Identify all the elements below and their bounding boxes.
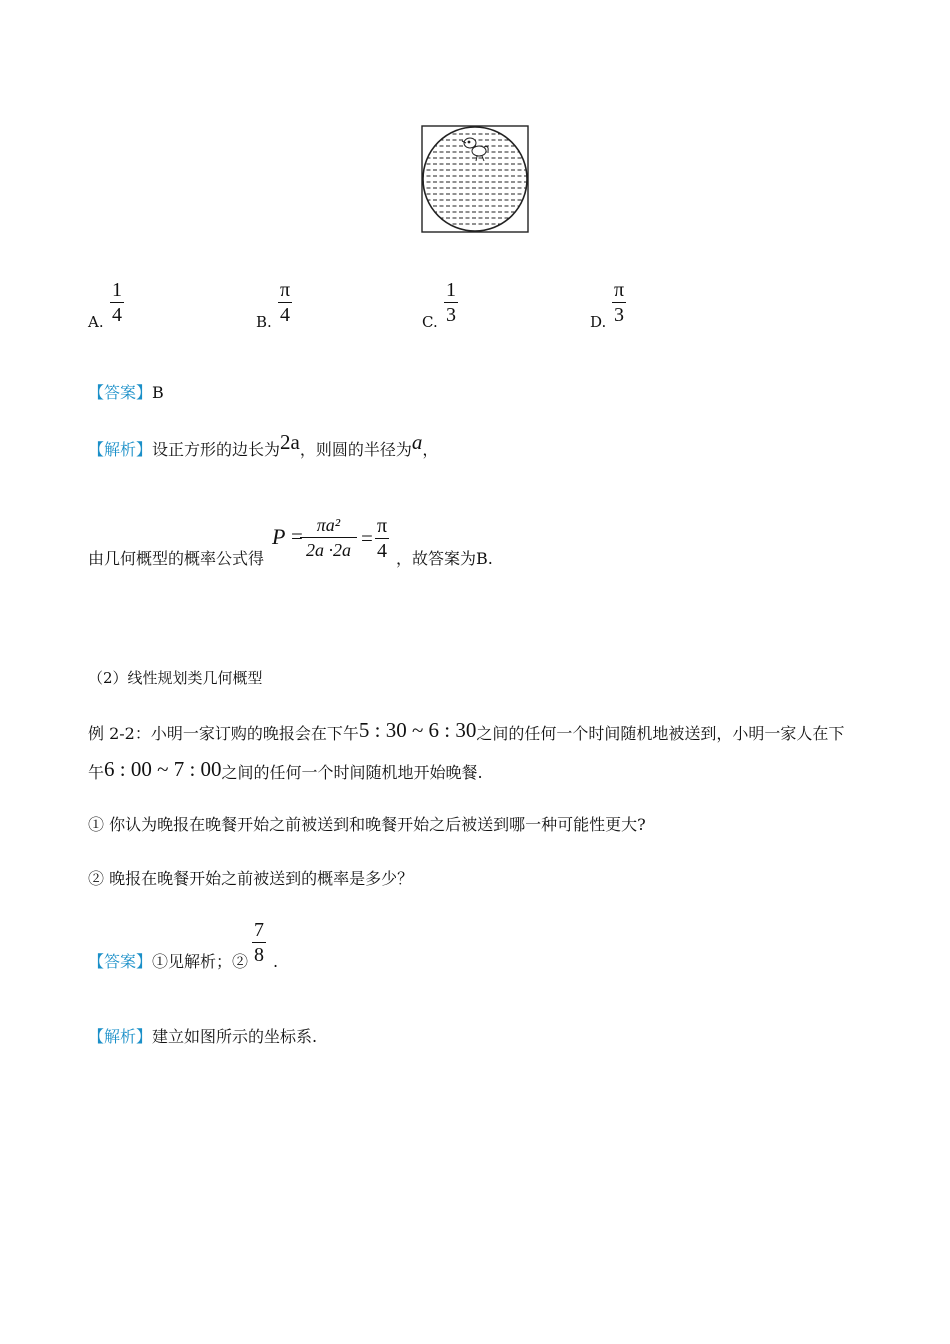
question-1: ① 你认为晚报在晚餐开始之前被送到和晚餐开始之后被送到哪一种可能性更大?	[88, 815, 646, 834]
answer2-text: ①见解析；②	[152, 952, 249, 971]
example-text-1b: 之间的任何一个时间随机地被送到，小明一家人在下	[476, 724, 845, 743]
analysis2-text: 建立如图所示的坐标系.	[152, 1027, 318, 1046]
option-c-denominator: 3	[446, 304, 456, 326]
formula-result-numerator: π	[377, 515, 388, 537]
formula-numerator: πa²	[316, 515, 341, 535]
option-b-label: B.	[256, 313, 272, 331]
option-d-denominator: 3	[614, 304, 625, 326]
option-c-label: C.	[422, 313, 438, 331]
option-d-label: D.	[590, 313, 607, 331]
option-c-fraction	[444, 278, 458, 327]
formula-result-denominator: 4	[377, 540, 388, 562]
dinner-time-range: 6 : 00 ~ 7 : 00	[104, 757, 222, 781]
option-b-fraction	[278, 278, 292, 327]
circle-in-square-figure	[420, 124, 532, 236]
formula-equals-1: =	[291, 524, 303, 548]
answer2-tag: 【答案】	[88, 952, 153, 971]
example-text-2a: 午	[88, 763, 105, 782]
question-2: ② 晚报在晚餐开始之前被送到的概率是多少？	[88, 869, 414, 888]
option-b-denominator: 4	[280, 304, 291, 326]
analysis-text-3: ，	[422, 440, 439, 459]
formula-lead-text: 由几何概型的概率公式得	[88, 549, 265, 568]
option-a-numerator: 1	[112, 279, 122, 301]
analysis-text-1: 设正方形的边长为	[152, 440, 281, 459]
option-c-numerator: 1	[446, 279, 456, 301]
formula-denominator: 2a ·2a	[306, 540, 351, 560]
answer2-fraction	[252, 918, 266, 967]
example-line-2	[88, 757, 483, 783]
analysis-tag: 【解析】	[88, 440, 153, 459]
answer-tag: 【答案】	[88, 383, 153, 402]
analysis-line-2	[88, 1027, 317, 1047]
side-length-math: 2a	[280, 430, 300, 454]
formula-tail-text: ，故答案为B.	[396, 549, 493, 568]
option-a-denominator: 4	[112, 304, 122, 326]
option-a-label: A.	[88, 313, 104, 331]
answer-value: B	[152, 383, 164, 402]
section-heading: （2）线性规划类几何概型	[88, 669, 263, 687]
formula-fraction-result	[375, 514, 389, 563]
analysis-line-1	[88, 430, 439, 460]
answer2-text-wrap	[88, 952, 248, 972]
answer2-numerator: 7	[254, 919, 264, 941]
example-line-1	[88, 718, 845, 744]
analysis-text-2: ，则圆的半径为	[299, 440, 412, 459]
formula-equals-2: =	[361, 526, 373, 550]
option-d-numerator: π	[614, 279, 625, 301]
formula-p: P	[272, 524, 286, 549]
formula-fraction-main	[300, 513, 357, 562]
answer2-end: .	[273, 952, 279, 971]
radius-math: a	[411, 430, 423, 454]
example-text-1a: 例 2-2：小明一家订购的晚报会在下午	[88, 724, 359, 743]
option-a-fraction	[110, 278, 124, 327]
option-d-fraction	[612, 278, 626, 327]
answer-line-1	[88, 383, 164, 403]
answer2-denominator: 8	[254, 944, 264, 966]
delivery-time-range: 5 : 30 ~ 6 : 30	[358, 718, 477, 742]
analysis2-tag: 【解析】	[88, 1027, 153, 1046]
example-text-2b: 之间的任何一个时间随机地开始晚餐.	[221, 763, 483, 782]
option-b-numerator: π	[280, 279, 291, 301]
